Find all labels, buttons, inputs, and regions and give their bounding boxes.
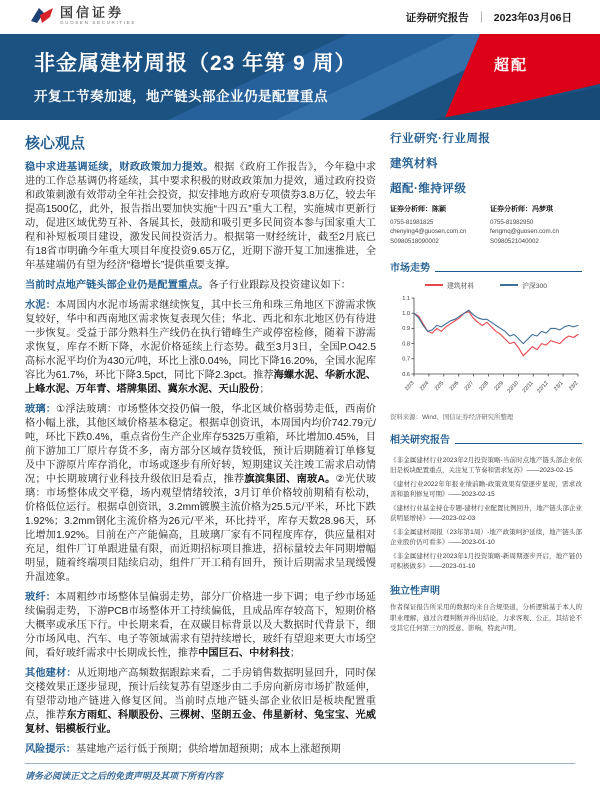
paragraph-tail: ； <box>259 384 270 395</box>
paragraph-lead: 稳中求进基调延续，财政政策加力提效。 <box>25 162 214 173</box>
market-trend-heading-label: 市场走势 <box>390 262 430 274</box>
brand-name-en: GUOSEN SECURITIES <box>60 20 136 26</box>
paragraph-lead: 玻纤： <box>25 592 56 603</box>
analyst-card <box>490 205 582 247</box>
svg-text:1.0: 1.0 <box>402 310 410 317</box>
rating-badge: 超配 <box>494 57 529 74</box>
paragraph-tail: ； <box>289 648 301 659</box>
report-title: 非金属建材周报（23 年第 9 周） <box>34 52 357 75</box>
svg-text:22/7: 22/7 <box>463 379 476 392</box>
paragraph-body: ①浮法玻璃：市场整体交投仍偏一般，华北区域价格弱势走低，西南价格小幅上涨，其他区域价格基本稳定。根据卓创资讯，本周国内均价742.79元/吨，环比下跌0.4%，重点省份生产企业库存5325万重箱，环比增加0.45%，目前下游加工厂原片存货不多，南方部分区域存货较低，预计后期随着订单修复及中下游原片库存消化，市场或逐步有所好转，短期建议关注竣工需求启动情况；中长期玻璃行业科技升级依旧是看点，推荐 <box>25 404 376 485</box>
top-bar <box>0 0 600 34</box>
analyst-name-line <box>390 205 482 216</box>
legend-swatch-blue <box>500 284 518 286</box>
analyst-card <box>390 205 482 247</box>
svg-text:22/12: 22/12 <box>536 379 550 395</box>
svg-text:22/10: 22/10 <box>506 379 520 395</box>
market-trend-heading <box>390 259 582 274</box>
analyst-cert: S0980521040002 <box>490 238 539 246</box>
svg-text:0.9: 0.9 <box>402 325 410 332</box>
analyst-cert: S0980518090002 <box>390 238 439 246</box>
trend-line-chart <box>390 292 582 404</box>
svg-text:23/1: 23/1 <box>553 379 565 392</box>
svg-text:0.7: 0.7 <box>402 356 410 363</box>
related-reports-list <box>390 456 582 573</box>
analyst-email: chenying4@guosen.com.cn <box>390 228 467 236</box>
paragraph-body: 从近期地产高频数据跟踪来看，二手房销售数据明显回升，同时保交楼效果正逐步显现，预计后续复苏有望逐步由二手房向新房市场扩散延伸，有望带动地产链进入修复区间。当前时点地产链头部企业依旧是板块配置重点，推荐 <box>25 668 376 721</box>
report-item-date: ——2023-02-15 <box>448 490 495 498</box>
related-reports-heading <box>390 431 582 446</box>
report-item-title: 《非金属建材行业2023年1月投资策略-新周期逐步开启，地产链仍可积极做多》 <box>390 553 582 571</box>
independence-statement: 作者保证报告所采用的数据均来自合规渠道，分析逻辑基于本人的职业理解，通过合理判断并得出结论，力求客观、公正，其结论不受其它任何第三方的授意、影响，特此声明。 <box>390 604 582 633</box>
analyst-name-line <box>490 205 582 216</box>
report-category: 行业研究·行业周报 <box>390 133 491 145</box>
related-report-item <box>390 480 582 500</box>
analyst-role: 证券分析师： <box>390 206 432 213</box>
paragraph-tail: ②光伏玻璃：市场整体成交平稳，场内观望情绪较浓，3月订单价格较前期稍有松动，价格低位运行。根据卓创资讯，3.2mm镀膜主流价格为25.5元/平米，环比下跌1.92%；3.2mm钢化主流价格为26元/平米，环比持平，库存天数28.96天，环比增加1.92%。目前在产产能偏高，且玻璃厂家有不同程度库存，供应量相对充足，组件厂订单跟进量有限，而近期招标项目推进，招标量较去年同期增幅明显，随着终端项目陆续启动，组件厂开工稍有回升，预计后期需求呈现缓慢升温迹象。 <box>25 474 377 583</box>
legend-item <box>500 280 547 290</box>
analyst-name: 陈颖 <box>432 206 446 213</box>
independence-heading-label: 独立性声明 <box>390 586 440 598</box>
recommended-stocks: 海螺水泥、华新水泥、上峰水泥、万年青、塔牌集团、冀东水泥、天山股份 <box>25 370 377 395</box>
paragraph-lead: 当前时点地产链头部企业仍是配置重点。 <box>25 280 209 291</box>
report-subtitle: 开复工节奏加速，地产链头部企业仍是配置重点 <box>34 89 328 104</box>
paragraph-body: 基建地产运行低于预期；供给增加超预期；成本上涨超预期 <box>75 744 341 755</box>
content-area <box>0 120 600 763</box>
title-banner <box>0 34 600 120</box>
brand-name-cn: 国信证券 <box>60 4 125 20</box>
core-paragraph-glass <box>25 403 376 585</box>
svg-text:1.1: 1.1 <box>402 295 410 302</box>
paragraph-body: 根据《政府工作报告》，今年稳中求进的工作总基调仍将延续，其中要求积极的财政政策加力提效，通过政府投资和政策刺激有效带动全年社会投资，拟安排地方政府专项债券3.8万亿，较去年提高1500亿，此外，报告指出要加快实施“十四五”重大工程，实施城市更新行动，促进区域优势互补、各展其长，鼓励和吸引更多民间资本参与国家重大工程和补短板项目建设，激发民间投资活力。根据第一财经统计，截至2月底已有18省市明确今年重大项目年度投资9.65万亿，近期下游开复工加速推进，全年基建端仍有望为经济“稳增长”提供重要支撑。 <box>25 162 377 271</box>
report-item-date: ——2023-02-03 <box>429 514 476 522</box>
brand-logo <box>30 6 136 26</box>
svg-text:22/3: 22/3 <box>404 379 416 392</box>
report-item-title: 《建材行业2022年年报业绩前瞻-政策效果有望逐步显现，需求改善和盈利修复可期》 <box>390 480 582 498</box>
legend-swatch-red <box>425 284 443 286</box>
paragraph-body: 本周国内水泥市场需求继续恢复，其中长三角和珠三角地区下游需求恢复较好，华中和西南地区需求恢复表现欠佳；华北、西北和东北地区仍有待进一步恢复。受益于部分熟料生产线仍在执行错峰生产或停窑检修，随着下游需求恢复，库存不断下降，水泥价格延续上行态势。截至3月3日，全国P.O42.5高标水泥平均价为430元/吨，环比上涨0.04%，同比下降16.20%，全国水泥库容比为61.7%，环比下降3.5pct，同比下降2.3pct。推荐 <box>25 300 376 381</box>
report-item-title: 《非金属建材行业2023年2月投资策略-当前时点地产链头部企业依旧是板块配置重点，关注复工节奏和需求复苏》 <box>390 456 582 474</box>
report-date: 2023年03月06日 <box>493 11 572 24</box>
svg-text:22/9: 22/9 <box>493 379 505 392</box>
risk-warning <box>25 743 376 757</box>
paragraph-lead: 其他建材： <box>25 668 77 679</box>
recommended-stocks: 东方雨虹、科顺股份、三棵树、坚朗五金、伟星新材、兔宝宝、光威复材、铝模板行业。 <box>25 710 376 735</box>
analyst-name: 冯梦琪 <box>532 206 553 213</box>
chart-source-note: 资料来源：Wind、国信证券经济研究所整理 <box>390 413 514 421</box>
core-paragraph-other-materials <box>25 667 376 737</box>
related-report-item <box>390 456 582 476</box>
report-item-title: 《建材行业基金持仓专题-建材行业配置比例回升，地产链头部企业获明显增持》 <box>390 504 582 522</box>
legend-label: 沪深300 <box>522 282 548 290</box>
recommended-stocks: 中国巨石、中材科技 <box>198 648 290 659</box>
paragraph-lead: 水泥： <box>25 300 56 311</box>
report-item-date: ——2023-02-15 <box>526 466 573 474</box>
core-paragraph-macro <box>25 161 376 273</box>
recommended-stocks: 旗滨集团、南玻A。 <box>244 474 336 485</box>
analyst-phone: 0755-81981825 <box>390 218 434 226</box>
market-trend-chart <box>390 280 582 421</box>
industry-name: 建筑材料 <box>390 158 438 170</box>
paragraph-lead: 风险提示： <box>25 744 76 755</box>
core-view-column <box>25 130 376 763</box>
analyst-email: fengmq@guosen.com.cn <box>490 228 559 236</box>
report-item-title: 《非金属建材周报（23年第1周）-地产政策呵护延续，地产链头部企业股价仍可看多》 <box>390 529 582 547</box>
related-report-item <box>390 528 582 548</box>
svg-text:22/4: 22/4 <box>418 379 431 392</box>
svg-text:23/2: 23/2 <box>568 379 580 392</box>
brand-names <box>60 6 136 25</box>
report-meta <box>406 9 572 25</box>
svg-text:22/11: 22/11 <box>521 379 535 394</box>
svg-text:22/8: 22/8 <box>478 379 491 392</box>
legend-item <box>425 280 474 290</box>
analyst-phone: 0755-81982950 <box>490 218 534 226</box>
chart-legend <box>390 280 582 290</box>
report-item-date: ——2023-01-10 <box>429 563 476 571</box>
analyst-role: 证券分析师： <box>490 206 532 213</box>
svg-text:0.8: 0.8 <box>402 341 410 348</box>
related-reports-heading-label: 相关研究报告 <box>390 434 450 446</box>
paragraph-body: 各子行业跟踪及投资建议如下： <box>208 280 351 291</box>
report-type-label: 证券研究报告 <box>405 11 469 24</box>
paragraph-body: 本周粗纱市场整体呈偏弱走势，部分厂价格进一步下调；电子纱市场延续偏弱走势，下游PCB市场整体开工持续偏低，且成品库存较高下，短期价格大概率或承压下行。中长期来看，在双碳目标背景以及大数据时代背景下，细分市场风电、汽车、电子等领域需求有望持续增长，玻纤有望迎来更大市场空间，看好玻纤需求中长期成长性，推荐 <box>25 592 376 659</box>
report-item-date: ——2023-01-10 <box>448 539 495 547</box>
rating-line: 超配·维持评级 <box>390 183 467 195</box>
guosen-logo-icon <box>30 6 54 26</box>
core-paragraph-allocation <box>25 279 376 293</box>
analysts-block <box>390 205 582 247</box>
independence-heading <box>390 582 582 597</box>
core-paragraph-fiberglass <box>25 591 376 661</box>
paragraph-lead: 玻璃： <box>25 404 57 415</box>
legend-label: 建筑材料 <box>446 282 475 290</box>
sidebar-column <box>390 130 582 763</box>
core-view-heading: 核心观点 <box>25 135 86 152</box>
core-paragraph-cement <box>25 299 376 397</box>
related-report-item <box>390 552 582 572</box>
meta-separator: ｜ <box>475 12 487 24</box>
svg-text:22/5: 22/5 <box>433 379 446 392</box>
page-footer <box>25 763 575 800</box>
svg-text:0.6: 0.6 <box>402 371 410 378</box>
related-report-item <box>390 504 582 524</box>
svg-text:22/6: 22/6 <box>448 379 461 392</box>
disclaimer-note: 请务必阅读正文之后的免责声明及其项下所有内容 <box>25 771 224 781</box>
